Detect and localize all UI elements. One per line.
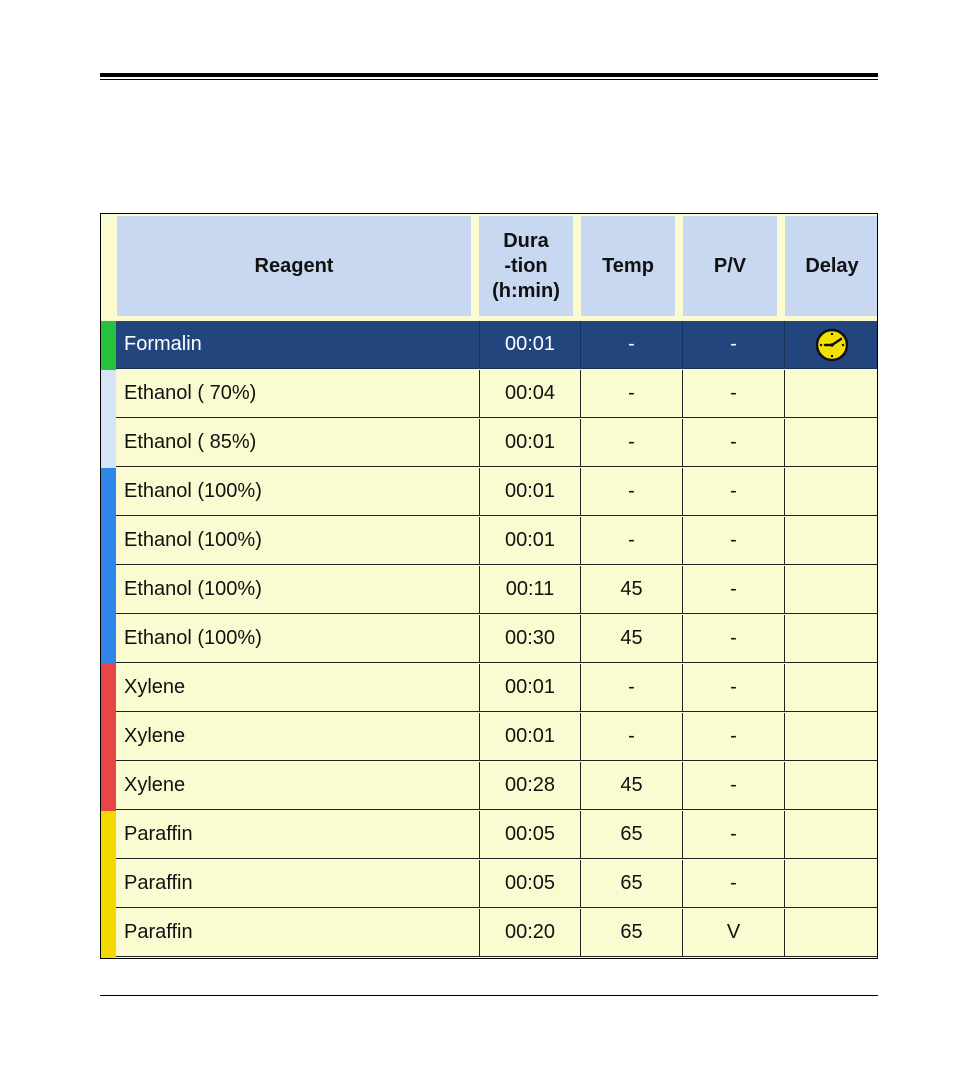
- pv-cell: -: [683, 713, 785, 761]
- reagent-cell: Formalin: [116, 321, 480, 369]
- reagent-cell: Ethanol (100%): [116, 566, 480, 614]
- pv-cell: -: [683, 762, 785, 810]
- reagent-color-stripe: [101, 468, 116, 517]
- delay-cell: [785, 370, 878, 418]
- table-row[interactable]: [101, 909, 877, 958]
- reagent-color-stripe: [101, 909, 116, 958]
- pv-cell: -: [683, 566, 785, 614]
- table-row[interactable]: [101, 762, 877, 811]
- reagent-cell: Xylene: [116, 713, 480, 761]
- reagent-color-stripe: [101, 860, 116, 909]
- duration-cell: 00:05: [479, 811, 581, 859]
- table-row[interactable]: [101, 419, 877, 468]
- duration-cell: 00:05: [479, 860, 581, 908]
- reagent-cell: Paraffin: [116, 909, 480, 957]
- reagent-cell: Paraffin: [116, 860, 480, 908]
- temp-cell: -: [581, 713, 683, 761]
- delay-cell: [785, 321, 878, 369]
- duration-cell: 00:01: [479, 517, 581, 565]
- top-rule: [100, 73, 878, 80]
- pv-cell: -: [683, 321, 785, 369]
- reagent-color-stripe: [101, 713, 116, 762]
- pv-cell: -: [683, 517, 785, 565]
- program-steps-panel: [100, 213, 878, 959]
- table-row[interactable]: [101, 860, 877, 909]
- delay-cell: [785, 811, 878, 859]
- header-pv: P/V: [683, 216, 777, 316]
- temp-cell: 65: [581, 860, 683, 908]
- table-header: [101, 214, 877, 321]
- table-row[interactable]: [101, 517, 877, 566]
- pv-cell: -: [683, 370, 785, 418]
- duration-cell: 00:01: [479, 321, 581, 369]
- reagent-cell: Ethanol ( 85%): [116, 419, 480, 467]
- temp-cell: -: [581, 419, 683, 467]
- temp-cell: 65: [581, 811, 683, 859]
- table-row[interactable]: [101, 566, 877, 615]
- delay-cell: [785, 762, 878, 810]
- table-row[interactable]: [101, 811, 877, 860]
- header-duration: Dura -tion (h:min): [479, 216, 573, 316]
- reagent-cell: Ethanol (100%): [116, 615, 480, 663]
- reagent-color-stripe: [101, 811, 116, 860]
- pv-cell: -: [683, 468, 785, 516]
- delay-cell: [785, 615, 878, 663]
- table-row[interactable]: [101, 615, 877, 664]
- pv-cell: V: [683, 909, 785, 957]
- delay-cell: [785, 566, 878, 614]
- header-reagent: Reagent: [117, 216, 471, 316]
- pv-cell: -: [683, 664, 785, 712]
- reagent-cell: Ethanol ( 70%): [116, 370, 480, 418]
- bottom-rule: [100, 995, 878, 996]
- duration-cell: 00:01: [479, 468, 581, 516]
- reagent-color-stripe: [101, 321, 116, 370]
- duration-cell: 00:20: [479, 909, 581, 957]
- delay-cell: [785, 664, 878, 712]
- delay-cell: [785, 909, 878, 957]
- clock-icon[interactable]: [815, 328, 849, 362]
- delay-cell: [785, 713, 878, 761]
- temp-cell: 45: [581, 566, 683, 614]
- reagent-cell: Ethanol (100%): [116, 468, 480, 516]
- temp-cell: -: [581, 321, 683, 369]
- header-temp: Temp: [581, 216, 675, 316]
- table-row[interactable]: [101, 713, 877, 762]
- table-row[interactable]: [101, 468, 877, 517]
- duration-cell: 00:01: [479, 419, 581, 467]
- reagent-cell: Ethanol (100%): [116, 517, 480, 565]
- delay-cell: [785, 468, 878, 516]
- temp-cell: 45: [581, 762, 683, 810]
- reagent-cell: Xylene: [116, 664, 480, 712]
- pv-cell: -: [683, 615, 785, 663]
- table-row[interactable]: [101, 370, 877, 419]
- header-delay: Delay: [785, 216, 878, 316]
- temp-cell: 45: [581, 615, 683, 663]
- pv-cell: -: [683, 811, 785, 859]
- reagent-color-stripe: [101, 517, 116, 566]
- top-rule-thick: [100, 73, 878, 77]
- temp-cell: -: [581, 370, 683, 418]
- delay-cell: [785, 419, 878, 467]
- duration-cell: 00:04: [479, 370, 581, 418]
- reagent-color-stripe: [101, 370, 116, 419]
- duration-cell: 00:11: [479, 566, 581, 614]
- duration-cell: 00:30: [479, 615, 581, 663]
- temp-cell: 65: [581, 909, 683, 957]
- reagent-color-stripe: [101, 615, 116, 664]
- temp-cell: -: [581, 468, 683, 516]
- delay-cell: [785, 517, 878, 565]
- duration-cell: 00:01: [479, 713, 581, 761]
- reagent-color-stripe: [101, 664, 116, 713]
- delay-cell: [785, 860, 878, 908]
- duration-cell: 00:01: [479, 664, 581, 712]
- reagent-color-stripe: [101, 419, 116, 468]
- temp-cell: -: [581, 664, 683, 712]
- table-row[interactable]: [101, 321, 877, 370]
- temp-cell: -: [581, 517, 683, 565]
- reagent-color-stripe: [101, 762, 116, 811]
- top-rule-thin: [100, 79, 878, 80]
- duration-cell: 00:28: [479, 762, 581, 810]
- reagent-color-stripe: [101, 566, 116, 615]
- pv-cell: -: [683, 419, 785, 467]
- pv-cell: -: [683, 860, 785, 908]
- table-row[interactable]: [101, 664, 877, 713]
- reagent-cell: Paraffin: [116, 811, 480, 859]
- reagent-cell: Xylene: [116, 762, 480, 810]
